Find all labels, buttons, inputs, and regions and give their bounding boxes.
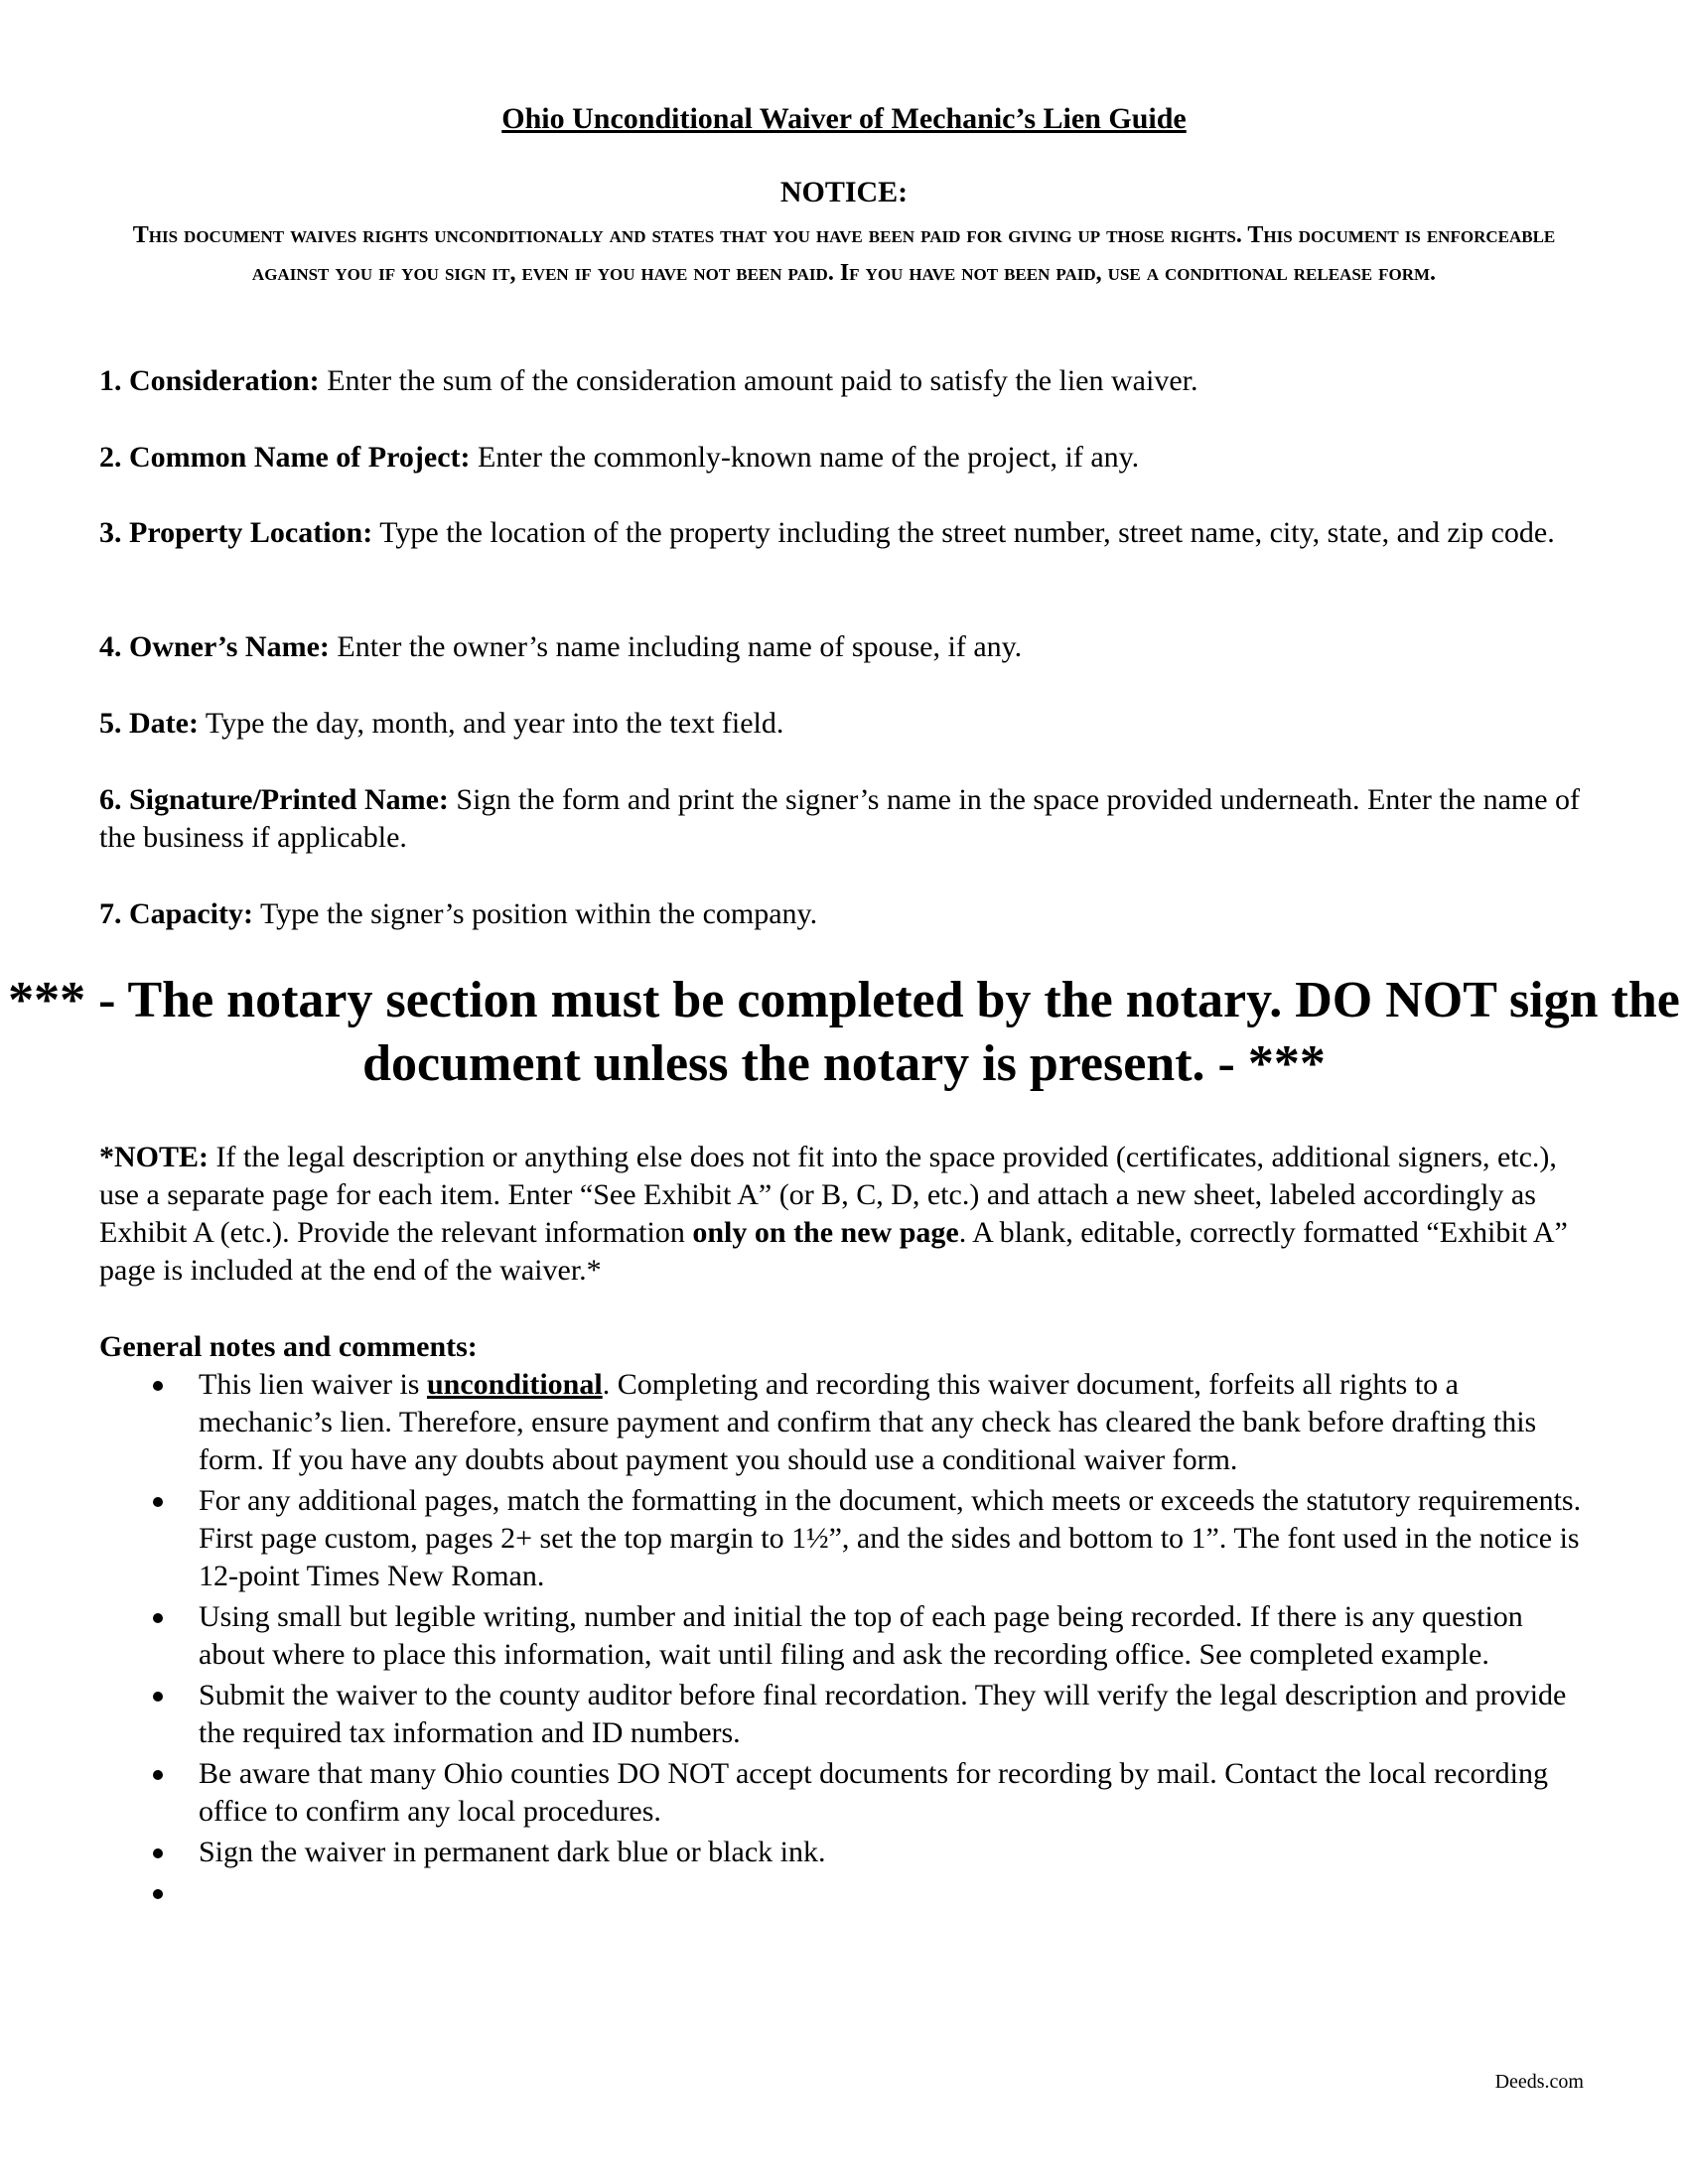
item-text: Type the signer’s position within the company. — [252, 897, 818, 930]
bullet-icon — [153, 1770, 163, 1780]
note-text: . A blank, editable, correctly formatted “Exhibit A” page is included at the end of the waiver.* — [99, 1216, 1568, 1287]
list-item — [99, 1834, 1589, 1871]
item-label: 6. Signature/Printed Name: — [99, 783, 449, 816]
note-emphasis: only on the new page — [692, 1216, 959, 1249]
general-notes-list — [99, 1366, 1589, 1915]
item-text: Sign the form and print the signer’s name in the space provided underneath. Enter the name of the business if applicable. — [99, 783, 1581, 854]
list-item — [99, 1677, 1589, 1752]
notice-body: This document waives rights unconditionally and states that you have been paid for giving up those rights. This document is enforceable against you if you sign it, even if you have not been paid. If you have not been paid, use a conditional release form. — [132, 222, 1556, 286]
list-item — [99, 1874, 1589, 1912]
bullet-text: For any additional pages, match the formatting in the document, which meets or exceeds the statutory requirements. First page custom, pages 2+ set the top margin to 1½”, and the sides and bottom to 1”. The font used in the notice is 12-point Times New Roman. — [199, 1484, 1582, 1592]
item-label: 5. Date: — [99, 707, 199, 740]
item-text: Enter the commonly-known name of the project, if any. — [470, 441, 1140, 474]
item-label: 2. Common Name of Project: — [99, 441, 471, 474]
item-text: Enter the owner’s name including name of spouse, if any. — [329, 630, 1023, 663]
note-text: If the legal description or anything else does not fit into the space provided (certificates, additional signers, etc.), use a separate page for each item. Enter “See Exhibit A” (or B, C, D, etc.) and attach a new sheet, labeled accordingly as Exhibit A (etc.). Provide the relevant information — [99, 1141, 1557, 1249]
instruction-item — [99, 895, 1589, 933]
notary-warning: *** - The notary section must be completed by the notary. DO NOT sign the document unless the notary is present. - *** — [8, 972, 1680, 1092]
instruction-item — [99, 362, 1589, 400]
instruction-item — [99, 705, 1589, 743]
bullet-text: This lien waiver is — [199, 1368, 427, 1401]
footer-brand: Deeds.com — [1494, 2071, 1584, 2093]
list-item — [99, 1482, 1589, 1595]
bullet-icon — [153, 1613, 163, 1623]
notice-heading: NOTICE: — [779, 176, 909, 208]
instruction-item — [99, 439, 1589, 477]
item-label: 7. Capacity: — [99, 897, 253, 930]
instruction-item — [99, 628, 1589, 666]
item-label: 1. Consideration: — [99, 364, 320, 397]
bullet-text: Using small but legible writing, number and initial the top of each page being recorded. If there is any question about where to place this information, wait until filing and ask the recording office. See completed example. — [199, 1600, 1523, 1671]
list-item — [99, 1598, 1589, 1674]
bullet-icon — [153, 1889, 163, 1899]
item-label: 3. Property Location: — [99, 516, 373, 549]
item-label: 4. Owner’s Name: — [99, 630, 330, 663]
bullet-icon — [153, 1497, 163, 1507]
general-notes-heading: General notes and comments: — [99, 1330, 478, 1363]
instruction-item — [99, 514, 1589, 552]
bullet-icon — [153, 1848, 163, 1858]
instruction-item — [99, 781, 1589, 857]
bullet-text: Be aware that many Ohio counties DO NOT accept documents for recording by mail. Contact the local recording office to confirm any local procedures. — [199, 1757, 1549, 1828]
list-item — [99, 1755, 1589, 1831]
exhibit-note — [99, 1139, 1589, 1290]
list-item — [99, 1366, 1589, 1479]
bullet-text: Submit the waiver to the county auditor before final recordation. They will verify the legal description and provide the required tax information and ID numbers. — [199, 1679, 1567, 1749]
bullet-text: . Completing and recording this waiver document, forfeits all rights to a mechanic’s lien. Therefore, ensure payment and confirm that any check has cleared the bank before drafting this form. If you have any doubts about payment you should use a conditional waiver form. — [199, 1368, 1537, 1476]
item-text: Type the location of the property including the street number, street name, city, state, and zip code. — [372, 516, 1555, 549]
bullet-text: Sign the waiver in permanent dark blue or black ink. — [199, 1836, 826, 1868]
note-label: *NOTE: — [99, 1141, 210, 1173]
bullet-icon — [153, 1692, 163, 1702]
bullet-icon — [153, 1381, 163, 1391]
document-title: Ohio Unconditional Waiver of Mechanic’s Lien Guide — [501, 102, 1187, 135]
item-text: Type the day, month, and year into the text field. — [198, 707, 784, 740]
bullet-emphasis: unconditional — [426, 1368, 603, 1401]
item-text: Enter the sum of the consideration amount paid to satisfy the lien waiver. — [319, 364, 1198, 397]
